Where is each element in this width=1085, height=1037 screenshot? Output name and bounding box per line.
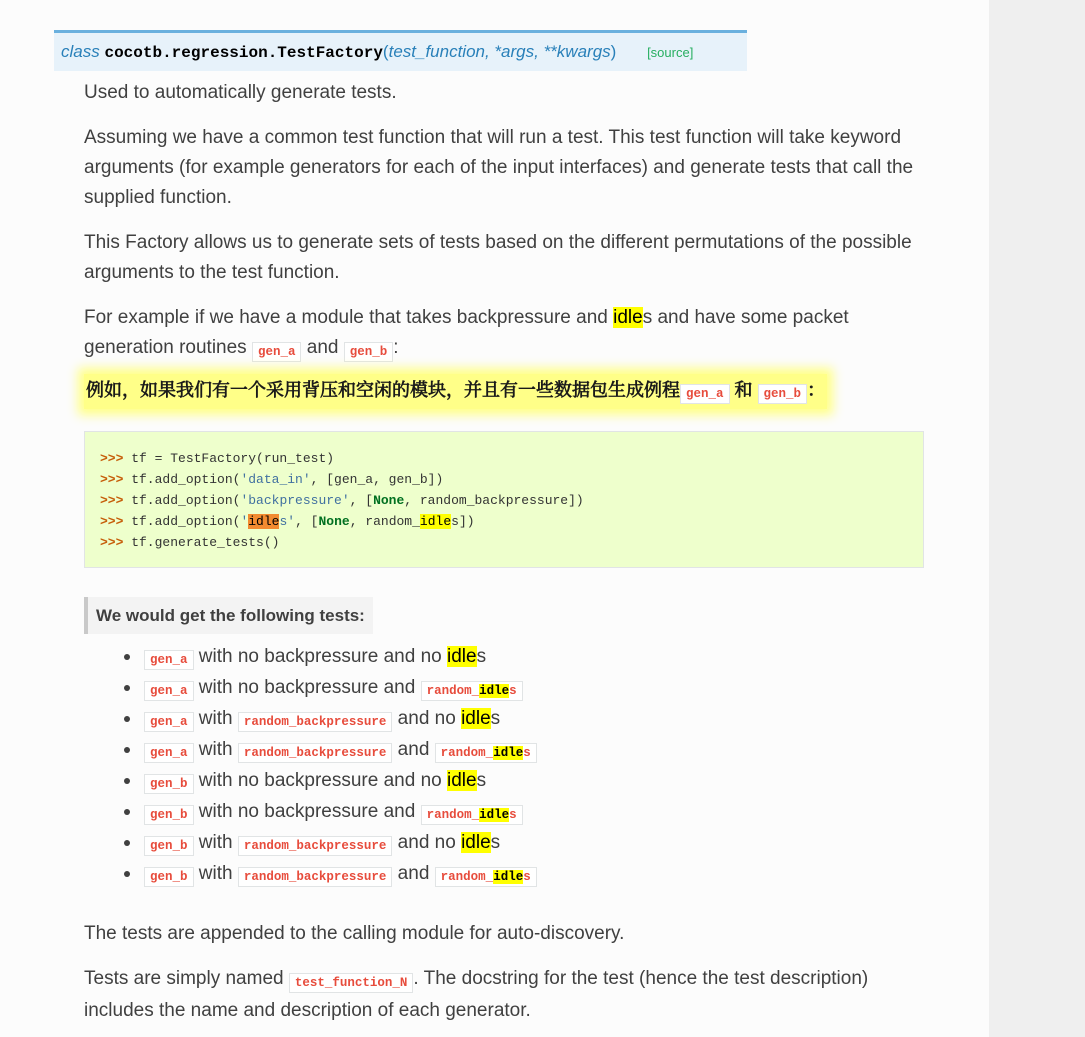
search-highlight: idle — [461, 832, 491, 853]
code-line — [100, 490, 908, 511]
bullet-icon — [124, 840, 130, 846]
text: For example if we have a module that takes backpressure and — [84, 307, 614, 328]
text: s and have some packet generation routines — [84, 307, 849, 358]
code-prompt: >>> — [100, 493, 124, 508]
code-text: random_ — [440, 746, 494, 760]
code-text: , [ — [295, 514, 319, 529]
text: with — [193, 739, 238, 760]
class-name: TestFactory — [277, 44, 383, 62]
code-random-backpressure: random_backpressure — [238, 867, 393, 887]
code-text: tf.add_option( — [123, 493, 241, 508]
search-highlight: idle — [613, 307, 643, 328]
list-item — [84, 796, 924, 827]
rubric-heading: We would get the following tests: — [84, 597, 373, 634]
code-example-block[interactable] — [84, 431, 924, 568]
text: s — [476, 770, 487, 791]
list-item — [84, 858, 924, 889]
bullet-icon — [124, 747, 130, 753]
text: Tests are simply named — [84, 968, 289, 989]
code-gen-b: gen_b — [344, 342, 394, 362]
code-string: ' — [240, 514, 249, 529]
paragraph-appended: The tests are appended to the calling module for auto-discovery. — [84, 923, 625, 944]
code-line — [100, 532, 908, 553]
list-item — [84, 641, 924, 672]
code-gen-a: gen_a — [252, 342, 302, 362]
code-text: , [gen_a, gen_b]) — [310, 472, 444, 487]
translation-and: 和 — [734, 380, 753, 400]
text: with no backpressure and no — [193, 770, 448, 791]
search-highlight: idle — [419, 514, 452, 529]
code-prompt: >>> — [100, 535, 124, 550]
search-highlight: idle — [479, 808, 510, 822]
search-highlight: idle — [479, 684, 510, 698]
text: and — [392, 739, 435, 760]
search-highlight-current: idle — [248, 514, 280, 529]
text: and no — [392, 708, 462, 729]
bullet-icon — [124, 716, 130, 722]
source-link[interactable]: [source] — [647, 45, 694, 60]
text: with — [193, 708, 238, 729]
code-random-backpressure: random_backpressure — [238, 712, 393, 732]
code-text: random_ — [426, 684, 480, 698]
code-text: tf.generate_tests() — [123, 535, 280, 550]
code-keyword: None — [318, 514, 350, 529]
code-text: , random_ — [349, 514, 420, 529]
text: with — [193, 863, 238, 884]
code-random-idles — [435, 743, 537, 763]
class-signature — [54, 30, 747, 71]
code-line — [100, 448, 908, 469]
code-text: , [ — [349, 493, 374, 508]
bullet-icon — [124, 809, 130, 815]
code-text: s — [509, 808, 517, 822]
bullet-icon — [124, 778, 130, 784]
code-text: s — [523, 746, 531, 760]
text: s — [476, 646, 487, 667]
code-gen-a: gen_a — [680, 384, 730, 404]
code-prompt: >>> — [100, 514, 124, 529]
code-line — [100, 469, 908, 490]
code-prompt: >>> — [100, 472, 124, 487]
paragraph-example — [84, 303, 924, 365]
code-random-idles — [421, 805, 523, 825]
search-highlight: idle — [447, 770, 477, 791]
translation-overlay — [84, 374, 827, 409]
close-paren: ) — [610, 42, 617, 61]
code-string: s' — [279, 514, 296, 529]
text: . The docstring for the test (hence the test description) includes the name and description of each generator. — [84, 968, 869, 1021]
code-gen: gen_a — [144, 712, 194, 732]
translation-text: 例如，如果我们有一个采用背压和空闲的模块，并且有一些数据包生成例程 — [86, 380, 680, 400]
code-gen: gen_b — [144, 774, 194, 794]
search-highlight: idle — [461, 708, 491, 729]
code-gen: gen_b — [144, 836, 194, 856]
text: with — [193, 832, 238, 853]
list-item — [84, 765, 924, 796]
text: and no — [392, 832, 462, 853]
code-gen: gen_a — [144, 650, 194, 670]
class-keyword: class — [61, 42, 100, 61]
code-random-idles — [421, 681, 523, 701]
code-gen-b: gen_b — [758, 384, 808, 404]
code-text: , random_backpressure]) — [404, 493, 584, 508]
code-random-backpressure: random_backpressure — [238, 743, 393, 763]
paragraph-factory: This Factory allows us to generate sets of tests based on the different permutations of the possible arguments to the test function. — [84, 232, 912, 283]
list-item — [84, 672, 924, 703]
list-item — [84, 703, 924, 734]
text: with no backpressure and — [193, 677, 421, 698]
bullet-icon — [124, 871, 130, 877]
code-text: tf = TestFactory(run_test) — [123, 451, 335, 466]
text: and — [392, 863, 435, 884]
code-keyword: None — [373, 493, 405, 508]
code-text: s — [523, 870, 531, 884]
code-string: 'backpressure' — [240, 493, 350, 508]
text: : — [393, 337, 399, 358]
code-text: s — [509, 684, 517, 698]
paragraph-common-test: Assuming we have a common test function that will run a test. This test function will take keyword arguments (for example generators for each of the input interfaces) and generate tests that call the supplied function. — [84, 127, 914, 208]
text: and — [301, 337, 344, 358]
code-gen: gen_b — [144, 805, 194, 825]
list-item — [84, 827, 924, 858]
code-text: s]) — [451, 514, 475, 529]
code-text: tf.add_option( — [123, 472, 241, 487]
code-text: tf.add_option( — [123, 514, 241, 529]
text: s — [490, 832, 501, 853]
code-text: random_ — [426, 808, 480, 822]
paragraph-naming — [84, 964, 924, 1026]
search-highlight: idle — [493, 870, 524, 884]
bullet-icon — [124, 685, 130, 691]
search-highlight: idle — [447, 646, 477, 667]
code-test-function-n: test_function_N — [289, 973, 414, 993]
translation-end: ： — [807, 380, 826, 400]
code-gen: gen_b — [144, 867, 194, 887]
class-params: test_function, *args, **kwargs — [388, 42, 611, 61]
code-line — [100, 511, 908, 532]
open-paren: ( — [382, 42, 389, 61]
code-random-idles — [435, 867, 537, 887]
text: with no backpressure and no — [193, 646, 448, 667]
class-module: cocotb.regression. — [104, 44, 278, 62]
code-gen: gen_a — [144, 743, 194, 763]
search-highlight: idle — [493, 746, 524, 760]
text: s — [490, 708, 501, 729]
code-string: 'data_in' — [240, 472, 311, 487]
bullet-icon — [124, 654, 130, 660]
test-list — [84, 641, 924, 889]
code-random-backpressure: random_backpressure — [238, 836, 393, 856]
code-gen: gen_a — [144, 681, 194, 701]
code-prompt: >>> — [100, 451, 124, 466]
intro-paragraph: Used to automatically generate tests. — [84, 82, 397, 103]
code-text: random_ — [440, 870, 494, 884]
text: with no backpressure and — [193, 801, 421, 822]
right-sidebar — [989, 0, 1085, 1037]
list-item — [84, 734, 924, 765]
